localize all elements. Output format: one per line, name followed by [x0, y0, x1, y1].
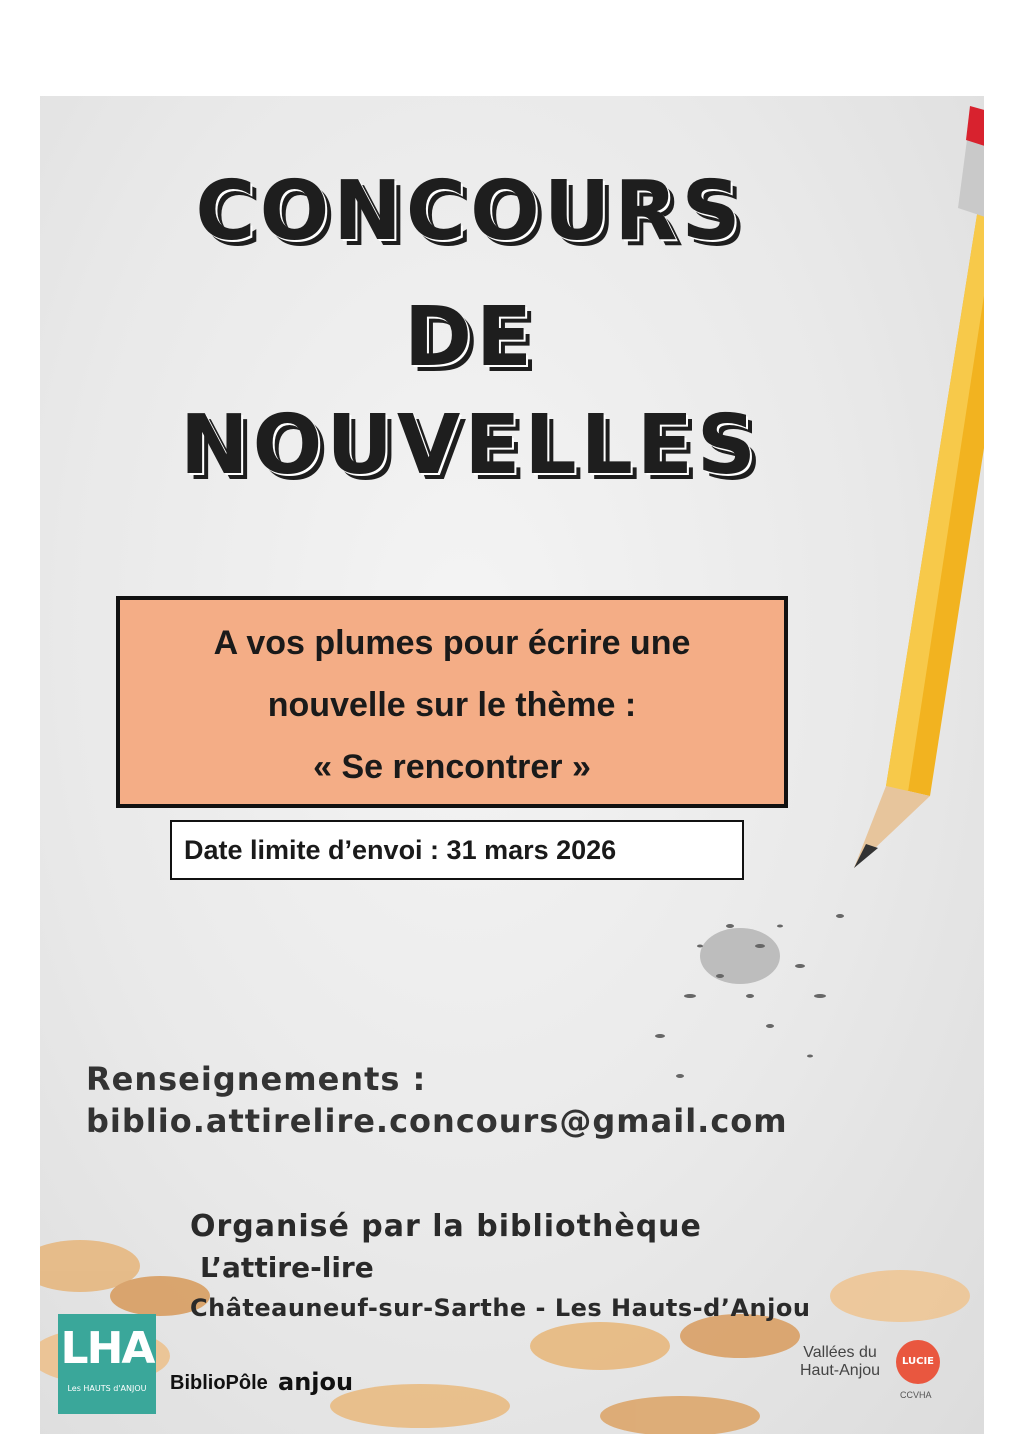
contact-label: Renseignements :: [86, 1060, 427, 1098]
deadline-box: Date limite d’envoi : 31 mars 2026: [170, 820, 744, 880]
theme-line-3: « Se rencontrer »: [313, 748, 591, 786]
title-de: DE: [403, 290, 537, 385]
ccvha-label: CCVHA: [900, 1390, 932, 1400]
graphite-shavings: [655, 914, 844, 1078]
lha-logo-text: Les HAUTS d'ANJOU: [67, 1384, 147, 1393]
bibliopole-logo: BiblioPôle: [170, 1372, 268, 1394]
theme-line-2: nouvelle sur le thème :: [267, 686, 637, 724]
lha-logo-mark: LHA: [60, 1323, 154, 1374]
vha-line-1: Vallées du: [803, 1344, 877, 1361]
vha-line-2: Haut-Anjou: [800, 1362, 881, 1379]
theme-box: [116, 596, 788, 808]
organizer-line-1: Organisé par la bibliothèque: [190, 1209, 702, 1244]
title-concours: CONCOURS: [195, 164, 745, 259]
title-nouvelles: NOUVELLES: [180, 398, 760, 493]
vallees-haut-anjou-logo: [800, 1344, 880, 1380]
poster: [40, 96, 984, 1434]
theme-line-1: A vos plumes pour écrire une: [213, 624, 691, 662]
lha-logo: [58, 1314, 156, 1414]
organizer: [190, 1206, 810, 1328]
anjou-logo: anjou: [278, 1368, 354, 1396]
lucie-logo: LUCIE: [896, 1340, 940, 1384]
contact-email[interactable]: biblio.attirelire.concours@gmail.com: [86, 1102, 788, 1140]
organizer-line-2: L’attire-lire: [200, 1251, 374, 1284]
organizer-line-3: Châteauneuf-sur-Sarthe - Les Hauts-d’Anjou: [190, 1294, 811, 1322]
contact-info: [86, 1058, 788, 1142]
